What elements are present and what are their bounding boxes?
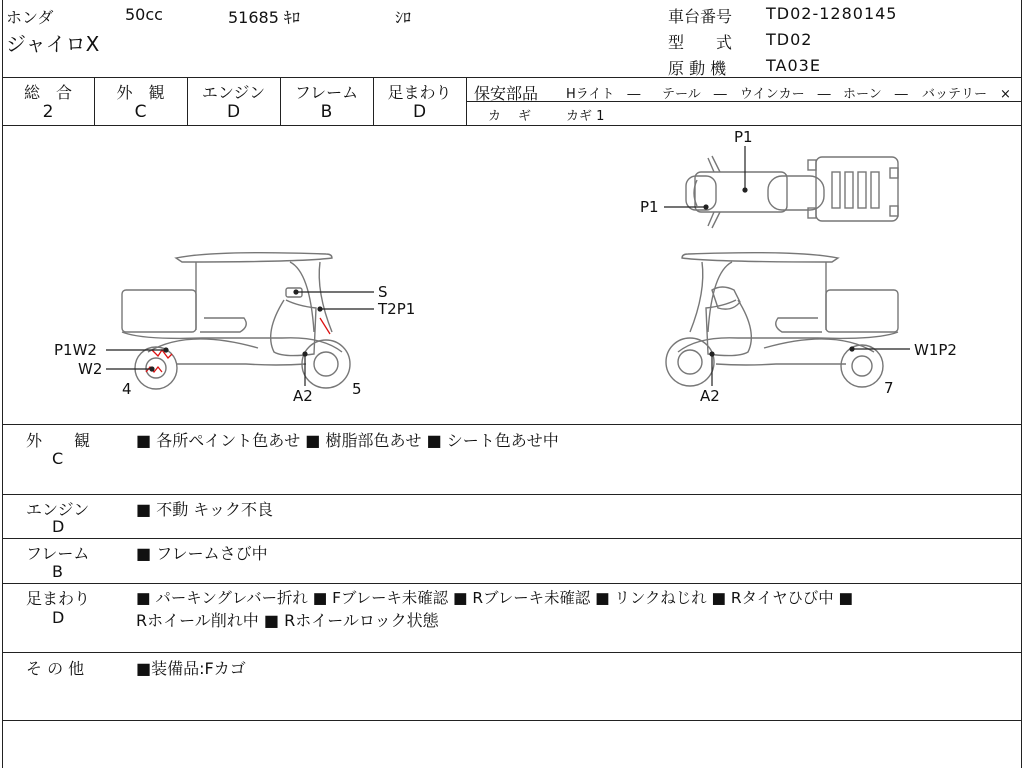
grade-value-engine: D <box>226 102 241 122</box>
note-label-suspension: 足まわり <box>26 589 91 608</box>
diagram-label-a2-left: A2 <box>293 387 313 405</box>
grade-label-frame: フレーム <box>294 83 359 102</box>
grade-label-suspension: 足まわり <box>387 83 452 102</box>
key-label: カ ギ <box>488 109 534 124</box>
note-text-frame: ■ フレームさび中 <box>136 544 268 563</box>
engine-label: 原 動 機 <box>668 59 727 78</box>
divider <box>2 583 1022 584</box>
top-view-scooter <box>686 156 898 228</box>
grade-value-exterior: C <box>134 102 147 122</box>
diagram-label-p1w2: P1W2 <box>54 341 97 359</box>
grade-value-overall: 2 <box>42 102 54 122</box>
diagram-label-5: 5 <box>352 380 362 398</box>
headlight-status: Hライト ― <box>566 87 641 102</box>
diagram-label-7: 7 <box>884 379 894 397</box>
divider <box>2 424 1022 425</box>
note-label-exterior: 外 観 <box>26 431 91 450</box>
diagram-label-w1p2: W1P2 <box>914 341 957 359</box>
note-grade-suspension: D <box>52 608 65 627</box>
note-text-suspension-1: ■ パーキングレバー折れ ■ Fブレーキ未確認 ■ Rブレーキ未確認 ■ リンクねじれ ■ Rタイヤひび中 ■ <box>136 589 854 607</box>
battery-status: バッテリー × <box>922 87 1011 102</box>
grade-label-overall: 総 合 <box>23 83 72 102</box>
divider <box>2 652 1022 653</box>
diagram-label-t2p1: T2P1 <box>378 300 416 318</box>
note-label-frame: フレーム <box>26 544 90 563</box>
diagram-label-top-p1: P1 <box>734 128 753 146</box>
maker: ホンダ <box>6 8 54 27</box>
note-label-engine: エンジン <box>26 500 90 519</box>
body-color: ｼﾛ <box>395 8 412 27</box>
taillight-status: テール ― <box>662 87 727 102</box>
type-value: TD02 <box>766 30 813 49</box>
model-name: ジャイロX <box>6 32 100 56</box>
diagram-label-4: 4 <box>122 380 132 398</box>
mileage: 51685 ｷﾛ <box>228 8 300 27</box>
divider <box>2 538 1022 539</box>
frame-no-label: 車台番号 <box>668 7 733 26</box>
winker-status: ウインカー ― <box>740 87 831 102</box>
frame-no: TD02-1280145 <box>766 4 898 23</box>
grade-value-frame: B <box>320 102 333 122</box>
note-grade-frame: B <box>52 562 63 581</box>
diagram-label-s: S <box>378 283 388 301</box>
diagram-label-top-p1-left: P1 <box>640 198 659 216</box>
diagram-label-a2-right: A2 <box>700 387 720 405</box>
note-text-suspension-2: Rホイール削れ中 ■ Rホイールロック状態 <box>136 611 439 630</box>
divider <box>2 494 1022 495</box>
horn-status: ホーン ― <box>843 87 908 102</box>
note-label-other: そ の 他 <box>26 659 85 678</box>
diagram-label-w2: W2 <box>78 360 103 378</box>
note-grade-exterior: C <box>52 449 64 468</box>
key-value: カギ 1 <box>566 109 605 124</box>
displacement: 50cc <box>125 5 163 24</box>
grade-label-exterior: 外 観 <box>116 83 165 102</box>
note-text-engine: ■ 不動 キック不良 <box>136 500 273 519</box>
note-text-exterior: ■ 各所ペイント色あせ ■ 樹脂部色あせ ■ シート色あせ中 <box>136 431 559 450</box>
safety-label: 保安部品 <box>474 84 539 103</box>
note-grade-engine: D <box>52 517 65 536</box>
grade-value-suspension: D <box>412 102 427 122</box>
damage-mark-front <box>320 318 330 334</box>
type-label: 型 式 <box>668 33 733 52</box>
grade-label-engine: エンジン <box>201 83 266 102</box>
right-view-scooter <box>666 253 898 387</box>
engine-value: TA03E <box>766 56 821 75</box>
note-text-other: ■装備品:Fカゴ <box>136 659 246 678</box>
divider <box>2 720 1022 721</box>
